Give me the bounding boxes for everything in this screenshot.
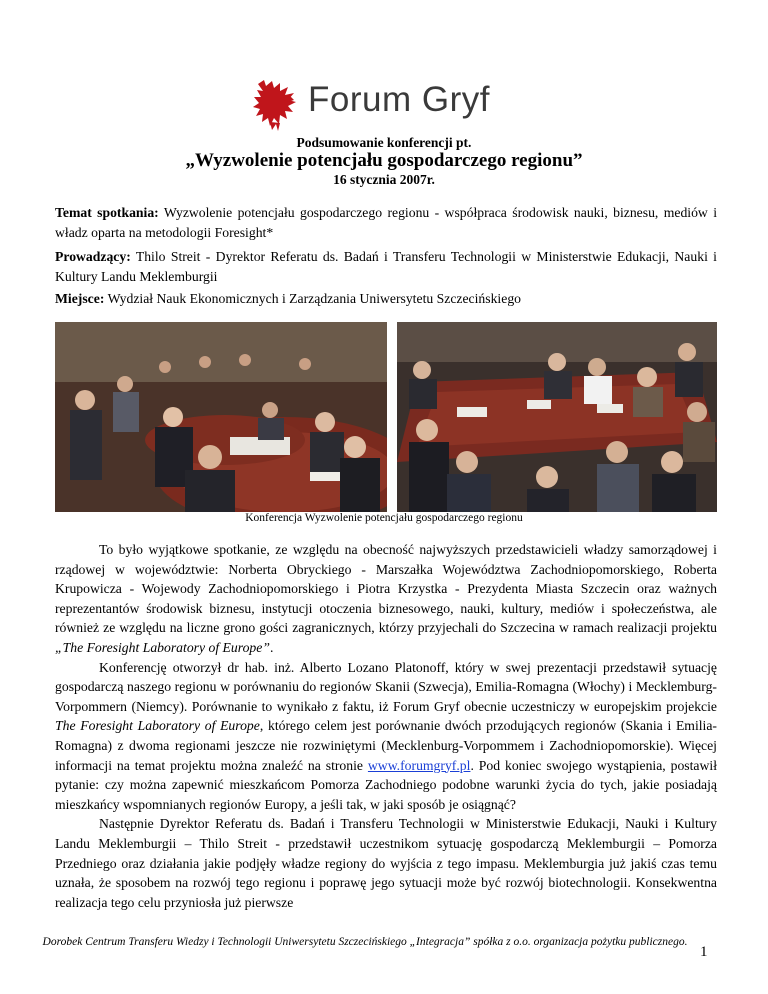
- conference-photo-left: [55, 322, 387, 512]
- photo-caption: Konferencja Wyzwolenie potencjału gospodarczego regionu: [245, 512, 523, 524]
- document-date: 16 stycznia 2007r.: [333, 172, 435, 187]
- paragraph-1-text: To było wyjątkowe spotkanie, ze względu na obecność najwyższych przedstawicieli władzy samorządowej i rządowej w województwie: Norberta Obryckiego - Marszałka Województwa Zachodniopomorskiego, Roberta Krupowicza - Wojewody Zachodniopomorskiego i Piotra Krzystka - Prezydenta Miasta Szczecin oraz ważnych reprezentantów środowisk biznesu, instytucji otoczenia biznesowego, nauki, kultury, mediów i społeczeństwa, ale również ze względu na liczne grono gości zagranicznych, którzy przyjechali do Szczecina w ramach realizacji projektu: [55, 542, 717, 636]
- host-label: Prowadzący:: [55, 249, 131, 264]
- conference-photos: [55, 322, 717, 512]
- page-number: 1: [700, 944, 708, 960]
- topic-text: Wyzwolenie potencjału gospodarczego regionu - współpraca środowisk nauki, biznesu, mediów i władz oparta na metodologii Foresight*: [55, 205, 717, 240]
- project-name-italic-2: The Foresight Laboratory of Europe: [55, 718, 260, 734]
- meeting-place: [55, 289, 717, 309]
- meeting-host: [55, 247, 717, 286]
- paragraph-2-text: Konferencję otworzył dr hab. inż. Alberto Lozano Platonoff, który w swej prezentacji przedstawił sytuację gospodarczą naszego regionu w porównaniu do regionów Skanii (Szwecja), Emilia-Romagna (Włochy) i Mecklemburg-Vorpommern (Niemcy). Porównanie to wynikało z faktu, iż Forum Gryf obecnie uczestniczy w europejskim projekcie: [55, 659, 717, 714]
- paragraph-2: [55, 658, 717, 815]
- paragraph-1: [55, 540, 717, 658]
- paragraph-2-middle: , którego celem jest porównanie dwóch przodujących regionów (Skania i Emilia-Romagna) z dwoma regionami jeszcze nie rozwiniętymi (Mecklenburg-Vorpommem i Zachodniopomorskie). Więcej informacji na temat projektu można znaleźć na stronie: [55, 718, 717, 773]
- logo-text: Forum Gryf: [308, 80, 490, 119]
- host-text: Thilo Streit - Dyrektor Referatu ds. Badań i Transferu Technologii w Ministerstwie Edukacji, Nauki i Kultury Landu Meklemburgii: [55, 249, 717, 284]
- forum-gryf-logo: [250, 80, 520, 128]
- paragraph-1-end: .: [269, 639, 274, 655]
- paragraph-3: Następnie Dyrektor Referatu ds. Badań i Transferu Technologii w Ministerstwie Edukacji, Nauki i Kultury Landu Meklemburgii – Thilo Streit - przedstawił uczestnikom sytuację gospodarczą Meklemburgii – Pomorza Przedniego oraz działania jakie podjęły władze regiony do wyjścia z tego impasu. Meklemburgia już jakiś czas temu uznała, że sposobem na rozwój tego regionu i poprawę jego sytuacji może być rozwój biotechnologii. Konsekwentna realizacja tego celu przyniosła już pierwsze: [55, 816, 717, 910]
- project-name-italic: „The Foresight Laboratory of Europe”: [55, 639, 270, 655]
- document-subtitle: Podsumowanie konferencji pt.: [296, 135, 472, 150]
- paragraph-2-end: . Pod koniec swojego wystąpienia, postawił pytanie: czy można zapewnić mieszkańcom Pomorza Zachodniego podobne warunki życia do tych, jakie posiadają mieszkańcy wspomnianych regionów Europy, a jeśli tak, w jaki sposób je osiągnąć?: [55, 757, 718, 812]
- conference-photo-right: [397, 322, 717, 512]
- document-title: „Wyzwolenie potencjału gospodarczego regionu”: [185, 150, 583, 171]
- meeting-topic: [55, 203, 717, 242]
- article-body: [55, 540, 717, 912]
- forumgryf-link[interactable]: www.forumgryf.pl: [367, 757, 471, 773]
- place-label: Miejsce:: [55, 291, 105, 306]
- place-text: Wydział Nauk Ekonomicznych i Zarządzania Uniwersytetu Szczecińskiego: [104, 291, 522, 306]
- griffin-icon: [250, 78, 302, 132]
- topic-label: Temat spotkania:: [55, 205, 159, 220]
- page-footer: Dorobek Centrum Transferu Wiedzy i Technologii Uniwersytetu Szczecińskiego „Integracja” spółka z o.o. organizacja pożytku publicznego.: [42, 936, 688, 948]
